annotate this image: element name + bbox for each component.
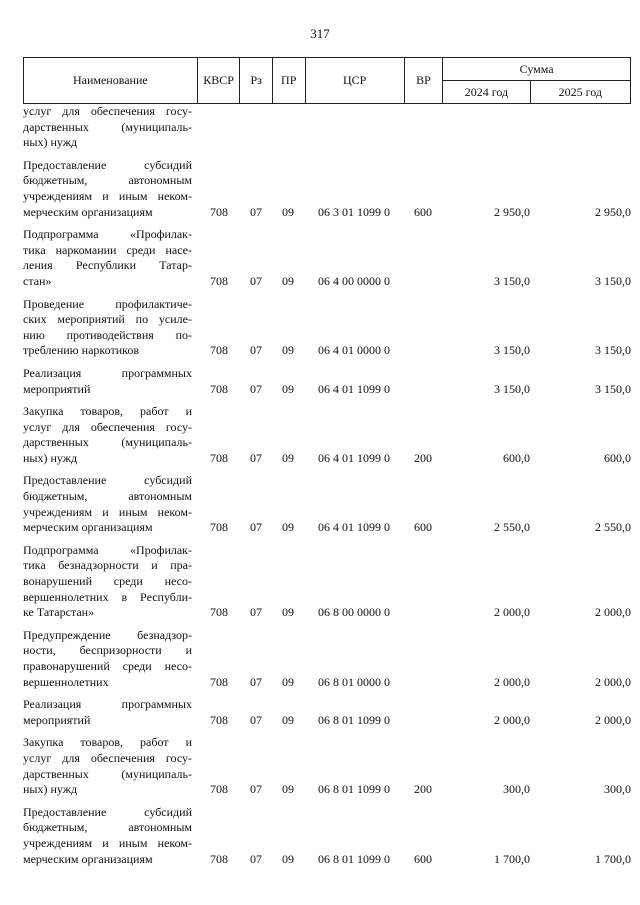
csr-cell: 06 8 01 1099 0 <box>318 782 390 797</box>
sum-2025-cell: 3 150,0 <box>595 273 631 288</box>
sum-2025-cell: 3 150,0 <box>595 343 631 358</box>
vr-cell: 600 <box>414 520 432 535</box>
csr-cell: 06 8 01 1099 0 <box>318 851 390 866</box>
row-name-line: дарственных (муниципаль- <box>23 766 192 781</box>
kvsr-cell: 708 <box>210 605 228 620</box>
table-row <box>23 366 631 397</box>
sum-2025-cell: 2 950,0 <box>595 204 631 219</box>
col-2024-header: 2024 год <box>443 81 531 104</box>
row-name-line: Закупка товаров, работ и <box>23 404 192 419</box>
sum-2024-cell: 2 000,0 <box>494 605 530 620</box>
row-name-line: мерческим организациям <box>23 851 153 866</box>
rz-cell: 07 <box>250 273 262 288</box>
row-name-line: Реализация программных <box>23 697 192 712</box>
row-name-line: треблению наркотиков <box>23 343 140 358</box>
table-row <box>23 297 631 359</box>
row-name-line: учреждениям и иным неком- <box>23 835 192 850</box>
row-name-line: бюджетным, автономным <box>23 489 192 504</box>
pr-cell: 09 <box>282 450 294 465</box>
table-header <box>23 57 631 104</box>
sum-2024-cell: 600,0 <box>503 450 530 465</box>
kvsr-cell: 708 <box>210 674 228 689</box>
pr-cell: 09 <box>282 782 294 797</box>
kvsr-cell: 708 <box>210 712 228 727</box>
col-2025-header: 2025 год <box>530 81 630 104</box>
row-name-line: тика наркомании среди насе- <box>23 242 192 257</box>
rz-cell: 07 <box>250 204 262 219</box>
table-row <box>23 473 631 535</box>
row-name-line: ления Республики Татар- <box>23 258 192 273</box>
rz-cell: 07 <box>250 851 262 866</box>
row-name-line: нию противодействия по- <box>23 327 192 342</box>
row-name-line: дарственных (муниципаль- <box>23 435 192 450</box>
table-row <box>23 628 631 690</box>
row-name-line: мероприятий <box>23 712 91 727</box>
row-name-line: ных) нужд <box>23 135 78 150</box>
col-rz-header: Рз <box>240 58 273 104</box>
row-name-line: мерческим организациям <box>23 204 153 219</box>
row-name-line: Закупка товаров, работ и <box>23 735 192 750</box>
pr-cell: 09 <box>282 204 294 219</box>
csr-cell: 06 4 01 0000 0 <box>318 343 390 358</box>
csr-cell: 06 3 01 1099 0 <box>318 204 390 219</box>
row-name-line: услуг для обеспечения госу- <box>23 104 192 118</box>
sum-2025-cell: 2 000,0 <box>595 605 631 620</box>
col-kvsr-header: КВСР <box>197 58 240 104</box>
kvsr-cell: 708 <box>210 782 228 797</box>
table-body <box>23 104 631 874</box>
sum-2024-cell: 3 150,0 <box>494 273 530 288</box>
pr-cell: 09 <box>282 273 294 288</box>
row-name-line: Предоставление субсидий <box>23 473 192 488</box>
rz-cell: 07 <box>250 605 262 620</box>
table-row <box>23 735 631 797</box>
row-name-line: услуг для обеспечения госу- <box>23 750 192 765</box>
sum-2025-cell: 2 550,0 <box>595 520 631 535</box>
vr-cell: 200 <box>414 782 432 797</box>
table-row <box>23 404 631 466</box>
sum-2025-cell: 1 700,0 <box>595 851 631 866</box>
rz-cell: 07 <box>250 712 262 727</box>
csr-cell: 06 8 01 0000 0 <box>318 674 390 689</box>
row-name-line: услуг для обеспечения госу- <box>23 419 192 434</box>
row-name-line: бюджетным, автономным <box>23 820 192 835</box>
col-sum-header: Сумма <box>443 58 631 81</box>
row-name-line: Предупреждение безнадзор- <box>23 627 192 642</box>
table-row <box>23 805 631 867</box>
csr-cell: 06 4 01 1099 0 <box>318 520 390 535</box>
rz-cell: 07 <box>250 450 262 465</box>
row-name-line: Предоставление субсидий <box>23 804 192 819</box>
pr-cell: 09 <box>282 712 294 727</box>
kvsr-cell: 708 <box>210 450 228 465</box>
row-name-line: бюджетным, автономным <box>23 173 192 188</box>
sum-2024-cell: 3 150,0 <box>494 381 530 396</box>
sum-2025-cell: 2 000,0 <box>595 712 631 727</box>
col-pr-header: ПР <box>272 58 305 104</box>
pr-cell: 09 <box>282 851 294 866</box>
row-name-line: вершеннолетних <box>23 674 109 689</box>
rz-cell: 07 <box>250 520 262 535</box>
sum-2024-cell: 3 150,0 <box>494 343 530 358</box>
rz-cell: 07 <box>250 381 262 396</box>
table-row <box>23 543 631 621</box>
pr-cell: 09 <box>282 381 294 396</box>
row-name-line: ности, беспризорности и <box>23 643 192 658</box>
row-name-line: тика безнадзорности и пра- <box>23 558 192 573</box>
sum-2025-cell: 3 150,0 <box>595 381 631 396</box>
row-name-line: ных) нужд <box>23 450 78 465</box>
sum-2025-cell: 600,0 <box>604 450 631 465</box>
csr-cell: 06 4 01 1099 0 <box>318 381 390 396</box>
pr-cell: 09 <box>282 343 294 358</box>
sum-2024-cell: 300,0 <box>503 782 530 797</box>
sum-2024-cell: 2 000,0 <box>494 712 530 727</box>
pr-cell: 09 <box>282 520 294 535</box>
kvsr-cell: 708 <box>210 273 228 288</box>
col-name-header: Наименование <box>24 58 198 104</box>
row-name-line: Предоставление субсидий <box>23 157 192 172</box>
sum-2024-cell: 2 550,0 <box>494 520 530 535</box>
row-name-line: Подпрограмма «Профилак- <box>23 227 192 242</box>
row-name-line: мероприятий <box>23 381 91 396</box>
sum-2024-cell: 1 700,0 <box>494 851 530 866</box>
sum-2025-cell: 2 000,0 <box>595 674 631 689</box>
row-name-line: вонарушений среди несо- <box>23 574 192 589</box>
vr-cell: 600 <box>414 204 432 219</box>
row-name-line: учреждениям и иным неком- <box>23 504 192 519</box>
col-vr-header: ВР <box>404 58 442 104</box>
row-name-line: Реализация программных <box>23 365 192 380</box>
pr-cell: 09 <box>282 605 294 620</box>
row-name-line: стан» <box>23 273 52 288</box>
table-row <box>23 227 631 289</box>
row-name-line: ских мероприятий по усиле- <box>23 312 192 327</box>
row-name-line: Подпрограмма «Профилак- <box>23 542 192 557</box>
table-row <box>23 158 631 220</box>
csr-cell: 06 4 00 0000 0 <box>318 273 390 288</box>
row-name-line: учреждениям и иным неком- <box>23 188 192 203</box>
kvsr-cell: 708 <box>210 851 228 866</box>
rz-cell: 07 <box>250 674 262 689</box>
sum-2025-cell: 300,0 <box>604 782 631 797</box>
vr-cell: 200 <box>414 450 432 465</box>
table-row <box>23 104 631 151</box>
col-csr-header: ЦСР <box>305 58 404 104</box>
page-number: 317 <box>310 26 330 41</box>
csr-cell: 06 8 01 1099 0 <box>318 712 390 727</box>
vr-cell: 600 <box>414 851 432 866</box>
rz-cell: 07 <box>250 343 262 358</box>
sum-2024-cell: 2 000,0 <box>494 674 530 689</box>
kvsr-cell: 708 <box>210 204 228 219</box>
row-name-line: вершеннолетних в Республи- <box>23 589 192 604</box>
row-name-line: Проведение профилактиче- <box>23 296 192 311</box>
row-name-line: мерческим организациям <box>23 520 153 535</box>
table-row <box>23 697 631 728</box>
row-name-line: ных) нужд <box>23 782 78 797</box>
sum-2024-cell: 2 950,0 <box>494 204 530 219</box>
row-name-line: правонарушений среди несо- <box>23 659 192 673</box>
kvsr-cell: 708 <box>210 343 228 358</box>
kvsr-cell: 708 <box>210 381 228 396</box>
kvsr-cell: 708 <box>210 520 228 535</box>
row-name-line: ке Татарстан» <box>23 605 95 620</box>
rz-cell: 07 <box>250 782 262 797</box>
row-name-line: дарственных (муниципаль- <box>23 119 192 134</box>
csr-cell: 06 4 01 1099 0 <box>318 450 390 465</box>
pr-cell: 09 <box>282 674 294 689</box>
csr-cell: 06 8 00 0000 0 <box>318 605 390 620</box>
